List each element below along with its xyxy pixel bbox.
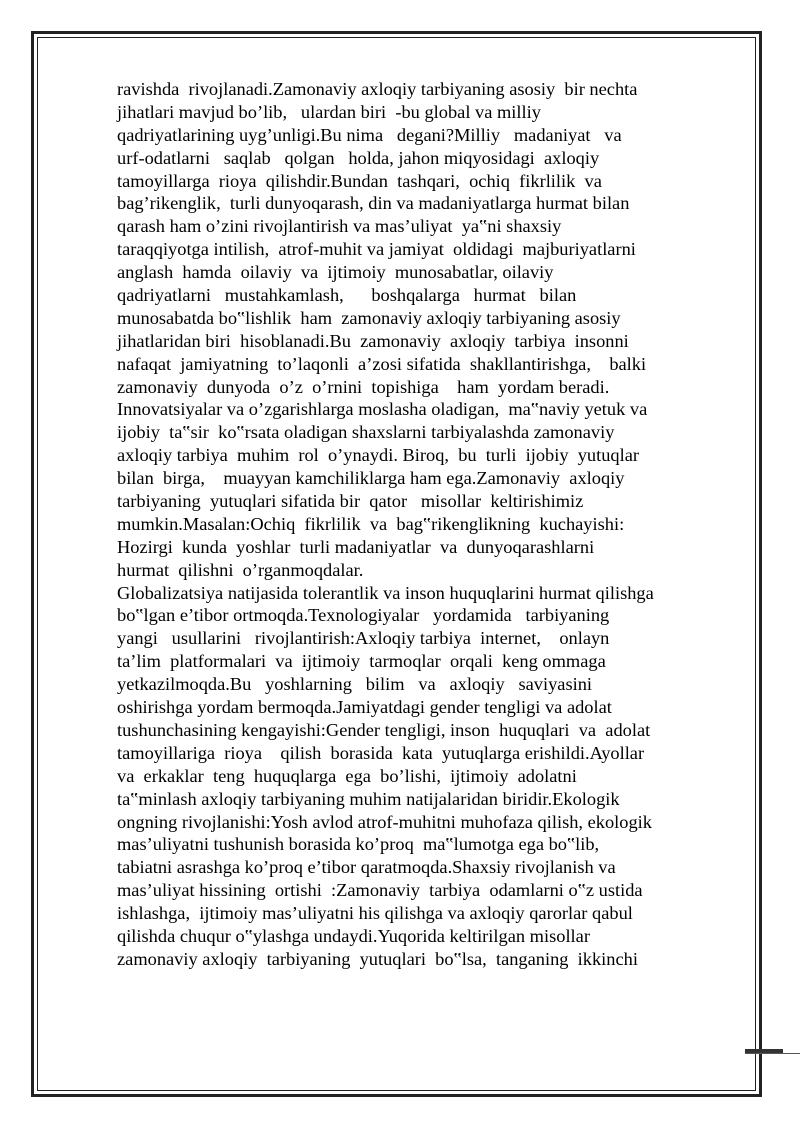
text-line: tarbiyaning yutuqlari sifatida bir qator misollar keltirishimiz — [117, 491, 584, 512]
text-line: ishlashga, ijtimoiy mas’uliyatni his qilishga va axloqiy qarorlar qabul — [117, 903, 633, 924]
text-line: qadriyatlarni mustahkamlash, boshqalarga hurmat bilan — [117, 285, 577, 306]
text-line: Globalizatsiya natijasida tolerantlik va inson huquqlarini hurmat qilishga — [117, 582, 654, 603]
text-line: urf-odatlarni saqlab qolgan holda, jahon miqyosidagi axloqiy — [117, 147, 600, 168]
text-line: zamonaviy dunyoda o’z o’rnini topishiga ham yordam beradi. — [117, 376, 610, 397]
text-line: ongning rivojlanishi:Yosh avlod atrof-muhitni muhofaza qilish, ekologik — [117, 811, 652, 832]
text-line: ta‟minlash axloqiy tarbiyaning muhim natijalaridan biridir.Ekologik — [117, 788, 620, 809]
text-line: qarash ham o’zini rivojlantirish va mas’uliyat ya‟ni shaxsiy — [117, 216, 562, 237]
page-mark-thin-rule — [745, 1053, 800, 1054]
text-line: bo‟lgan e’tibor ortmoqda.Texnologiyalar yordamida tarbiyaning — [117, 605, 610, 626]
text-line: tabiatni asrashga ko’proq e’tibor qaratmoqda.Shaxsiy rivojlanish va — [117, 857, 616, 878]
text-line: yangi usullarini rivojlantirish:Axloqiy tarbiya internet, onlayn — [117, 628, 610, 649]
text-line: tamoyillariga rioya qilish borasida kata yutuqlarga erishildi.Ayollar — [117, 742, 645, 763]
text-line: zamonaviy axloqiy tarbiyaning yutuqlari bo‟lsa, tanganing ikkinchi — [117, 948, 638, 969]
text-line: Hozirgi kunda yoshlar turli madaniyatlar va dunyoqarashlarni — [117, 536, 595, 557]
text-line: qilishda chuqur o‟ylashga undaydi.Yuqorida keltirilgan misollar — [117, 925, 590, 946]
text-line: anglash hamda oilaviy va ijtimoiy munosabatlar, oilaviy — [117, 262, 554, 283]
text-line: axloqiy tarbiya muhim rol o’ynaydi. Biroq, bu turli ijobiy yutuqlar — [117, 445, 640, 466]
text-line: mas’uliyatni tushunish borasida ko’proq ma‟lumotga ega bo‟lib, — [117, 834, 600, 855]
text-line: va erkaklar teng huquqlarga ega bo’lishi, ijtimoiy adolatni — [117, 765, 577, 786]
text-line: ta’lim platformalari va ijtimoiy tarmoqlar orqali keng ommaga — [117, 651, 606, 672]
text-line: jihatlaridan biri hisoblanadi.Bu zamonaviy axloqiy tarbiya insonni — [117, 330, 629, 351]
text-line: jihatlari mavjud bo’lib, ulardan biri -bu global va milliy — [117, 101, 541, 122]
text-line: ravishda rivojlanadi.Zamonaviy axloqiy tarbiyaning asosiy bir nechta — [117, 79, 638, 99]
text-line: tushunchasining kengayishi:Gender tengligi, inson huquqlari va adolat — [117, 719, 651, 740]
text-line: munosabatda bo‟lishlik ham zamonaviy axloqiy tarbiyaning asosiy — [117, 307, 621, 328]
text-line: bag’rikenglik, turli dunyoqarash, din va madaniyatlarga hurmat bilan — [117, 193, 630, 214]
document-body — [117, 78, 757, 971]
text-line: yetkazilmoqda.Bu yoshlarning bilim va axloqiy saviyasini — [117, 674, 593, 695]
text-line: qadriyatlarining uyg’unligi.Bu nima degani?Milliy madaniyat va — [117, 124, 622, 145]
text-line: Innovatsiyalar va o’zgarishlarga moslasha oladigan, ma‟naviy yetuk va — [117, 399, 648, 420]
text-line: ijobiy ta‟sir ko‟rsata oladigan shaxslarni tarbiyalashda zamonaviy — [117, 422, 615, 443]
text-line: nafaqat jamiyatning to’laqonli a’zosi sifatida shakllantirishga, balki — [117, 353, 647, 374]
text-line: mumkin.Masalan:Ochiq fikrlilik va bag‟rikenglikning kuchayishi: — [117, 513, 625, 534]
text-line: bilan birga, muayyan kamchiliklarga ham ega.Zamonaviy axloqiy — [117, 468, 625, 489]
text-line: tamoyillarga rioya qilishdir.Bundan tashqari, ochiq fikrlilik va — [117, 170, 602, 191]
page-corner-mark — [745, 1047, 800, 1057]
text-line: mas’uliyat hissining ortishi :Zamonaviy tarbiya odamlarni o‟z ustida — [117, 880, 643, 901]
text-line: taraqqiyotga intilish, atrof-muhit va jamiyat oldidagi majburiyatlarni — [117, 239, 636, 260]
text-line: hurmat qilishni o’rganmoqdalar. — [117, 559, 364, 580]
text-line: oshirishga yordam bermoqda.Jamiyatdagi gender tengligi va adolat — [117, 697, 612, 718]
